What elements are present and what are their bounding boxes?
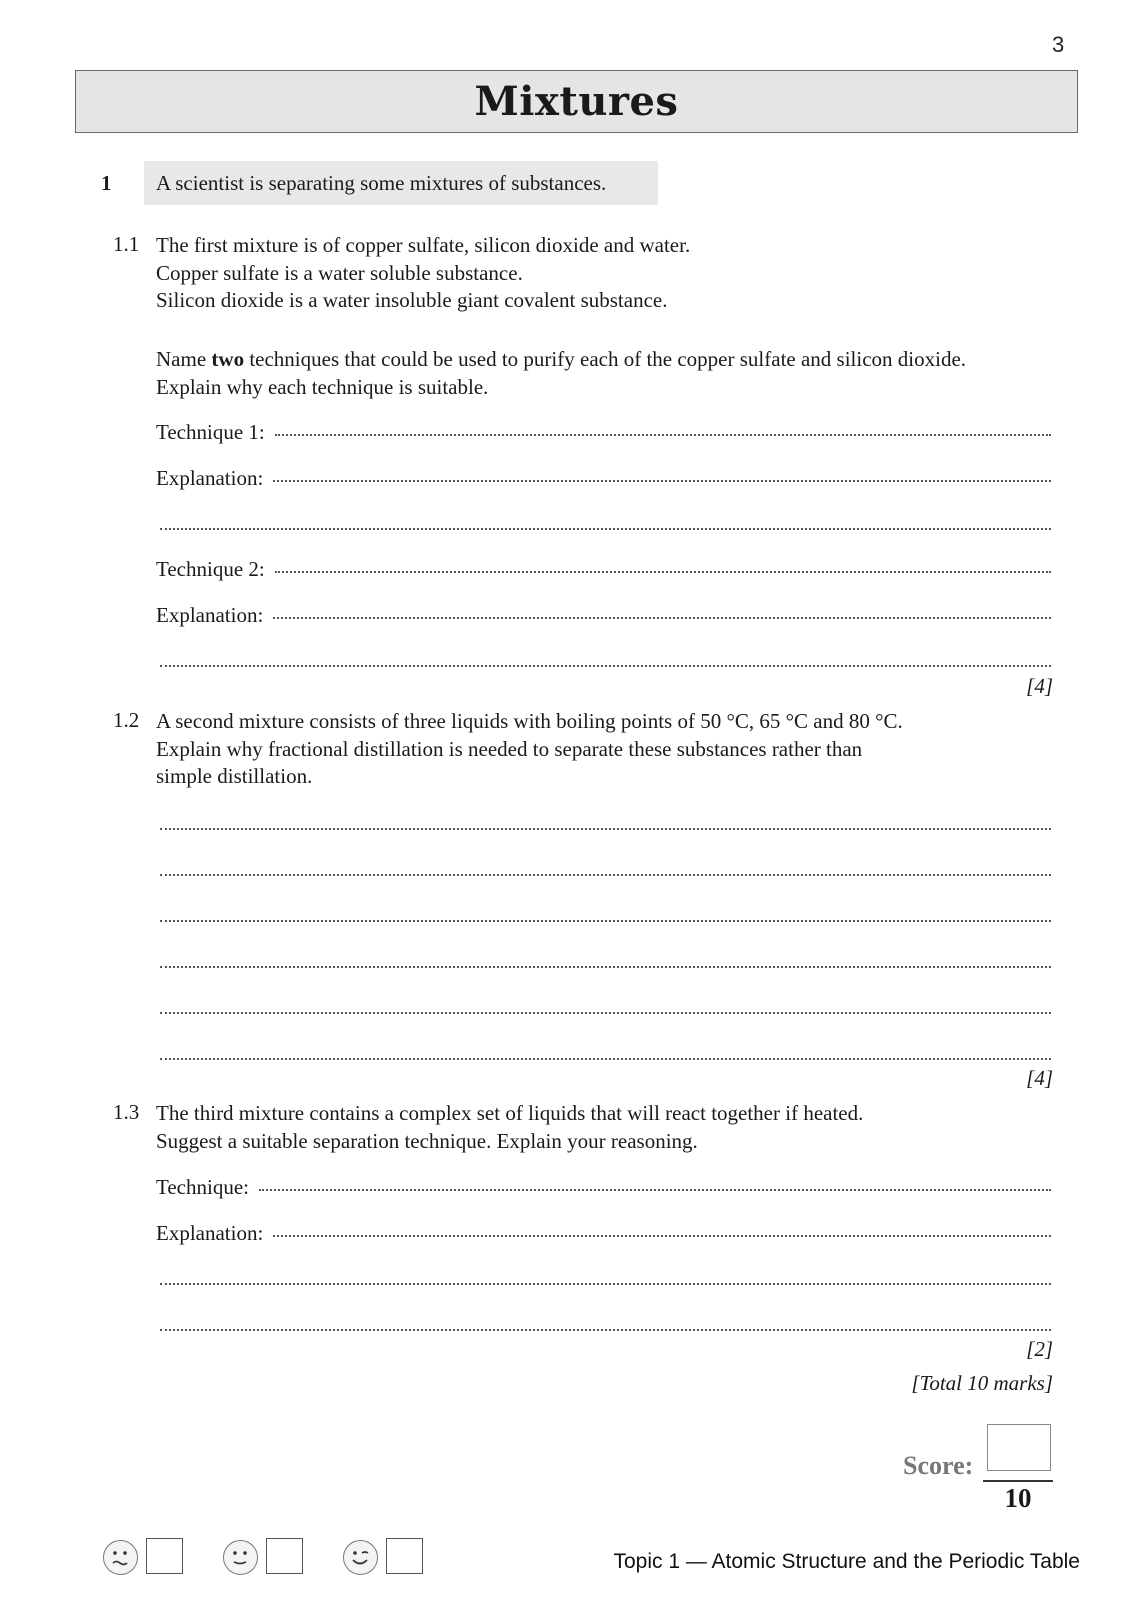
text-line: Copper sulfate is a water soluble substance.	[156, 260, 523, 285]
answer-line[interactable]	[160, 1283, 1051, 1285]
explanation-1-label: Explanation:	[156, 466, 264, 490]
subquestion-number-1-3: 1.3	[113, 1100, 140, 1124]
text-line: Explain why fractional distillation is needed to separate these substances rather than	[156, 736, 863, 761]
answer-line[interactable]	[160, 1058, 1051, 1060]
explanation-2-answer-line[interactable]	[273, 617, 1051, 619]
technique-2-answer-line[interactable]	[275, 571, 1051, 573]
instruction-pre: Name	[156, 347, 212, 371]
question-intro: A scientist is separating some mixtures of substances.	[144, 161, 658, 205]
subquestion-1-2-text	[156, 708, 1066, 791]
page-number: 3	[1052, 32, 1065, 57]
instruction-bold: two	[211, 347, 245, 371]
confidence-checkbox-low[interactable]	[146, 1538, 183, 1574]
score-divider	[983, 1480, 1053, 1482]
subquestion-1-3-text	[156, 1100, 1066, 1155]
text-line: simple distillation.	[156, 764, 313, 788]
title-banner	[75, 70, 1078, 133]
technique-label: Technique:	[156, 1175, 249, 1199]
text-line: Silicon dioxide is a water insoluble giant covalent substance.	[156, 288, 668, 312]
score-box[interactable]	[987, 1424, 1051, 1471]
technique-1-label: Technique 1:	[156, 420, 265, 444]
subquestion-1-1-instruction	[156, 346, 1076, 401]
answer-line[interactable]	[160, 828, 1051, 830]
technique-1-answer-line[interactable]	[275, 434, 1051, 436]
answer-line[interactable]	[160, 528, 1051, 530]
sad-face-icon	[103, 1540, 138, 1575]
instruction-line-2: Explain why each technique is suitable.	[156, 374, 489, 399]
text-line: Suggest a suitable separation technique. Explain your reasoning.	[156, 1128, 698, 1153]
page-title: Mixtures	[474, 78, 679, 125]
explanation-1-row	[156, 466, 1051, 491]
total-marks: [Total 10 marks]	[911, 1371, 1053, 1395]
text-line: The first mixture is of copper sulfate, silicon dioxide and water.	[156, 233, 691, 257]
instruction-line	[156, 346, 1076, 374]
instruction-post: techniques that could be used to purify each of the copper sulfate and silicon dioxide.	[244, 347, 967, 371]
answer-line[interactable]	[160, 874, 1051, 876]
text-line: A second mixture consists of three liquids with boiling points of 50 °C, 65 °C and 80 °C.	[156, 709, 903, 733]
answer-line[interactable]	[160, 920, 1051, 922]
explanation-1-answer-line[interactable]	[273, 480, 1051, 482]
technique-1-row	[156, 420, 1051, 445]
confidence-checkbox-high[interactable]	[386, 1538, 423, 1574]
technique-row	[156, 1175, 1051, 1200]
answer-line[interactable]	[160, 1012, 1051, 1014]
marks-1-1: [4]	[1026, 674, 1053, 698]
score-label: Score:	[903, 1451, 974, 1480]
explanation-row	[156, 1221, 1051, 1246]
explanation-answer-line[interactable]	[273, 1235, 1051, 1237]
neutral-face-icon	[223, 1540, 258, 1575]
explanation-label: Explanation:	[156, 1221, 264, 1245]
answer-line[interactable]	[160, 966, 1051, 968]
question-number: 1	[101, 171, 112, 195]
answer-line[interactable]	[160, 665, 1051, 667]
explanation-2-row	[156, 603, 1051, 628]
technique-answer-line[interactable]	[259, 1189, 1051, 1191]
marks-1-2: [4]	[1026, 1066, 1053, 1090]
technique-2-row	[156, 557, 1051, 582]
subquestion-1-1-text	[156, 232, 1056, 315]
explanation-2-label: Explanation:	[156, 603, 264, 627]
confidence-checkbox-medium[interactable]	[266, 1538, 303, 1574]
footer-topic: Topic 1 — Atomic Structure and the Periodic Table	[613, 1550, 1080, 1573]
subquestion-number-1-1: 1.1	[113, 232, 140, 256]
score-total: 10	[1004, 1483, 1032, 1513]
winking-face-icon	[343, 1540, 378, 1575]
marks-1-3: [2]	[1026, 1337, 1053, 1361]
text-line: The third mixture contains a complex set of liquids that will react together if heated.	[156, 1101, 864, 1125]
technique-2-label: Technique 2:	[156, 557, 265, 581]
subquestion-number-1-2: 1.2	[113, 708, 140, 732]
answer-line[interactable]	[160, 1329, 1051, 1331]
